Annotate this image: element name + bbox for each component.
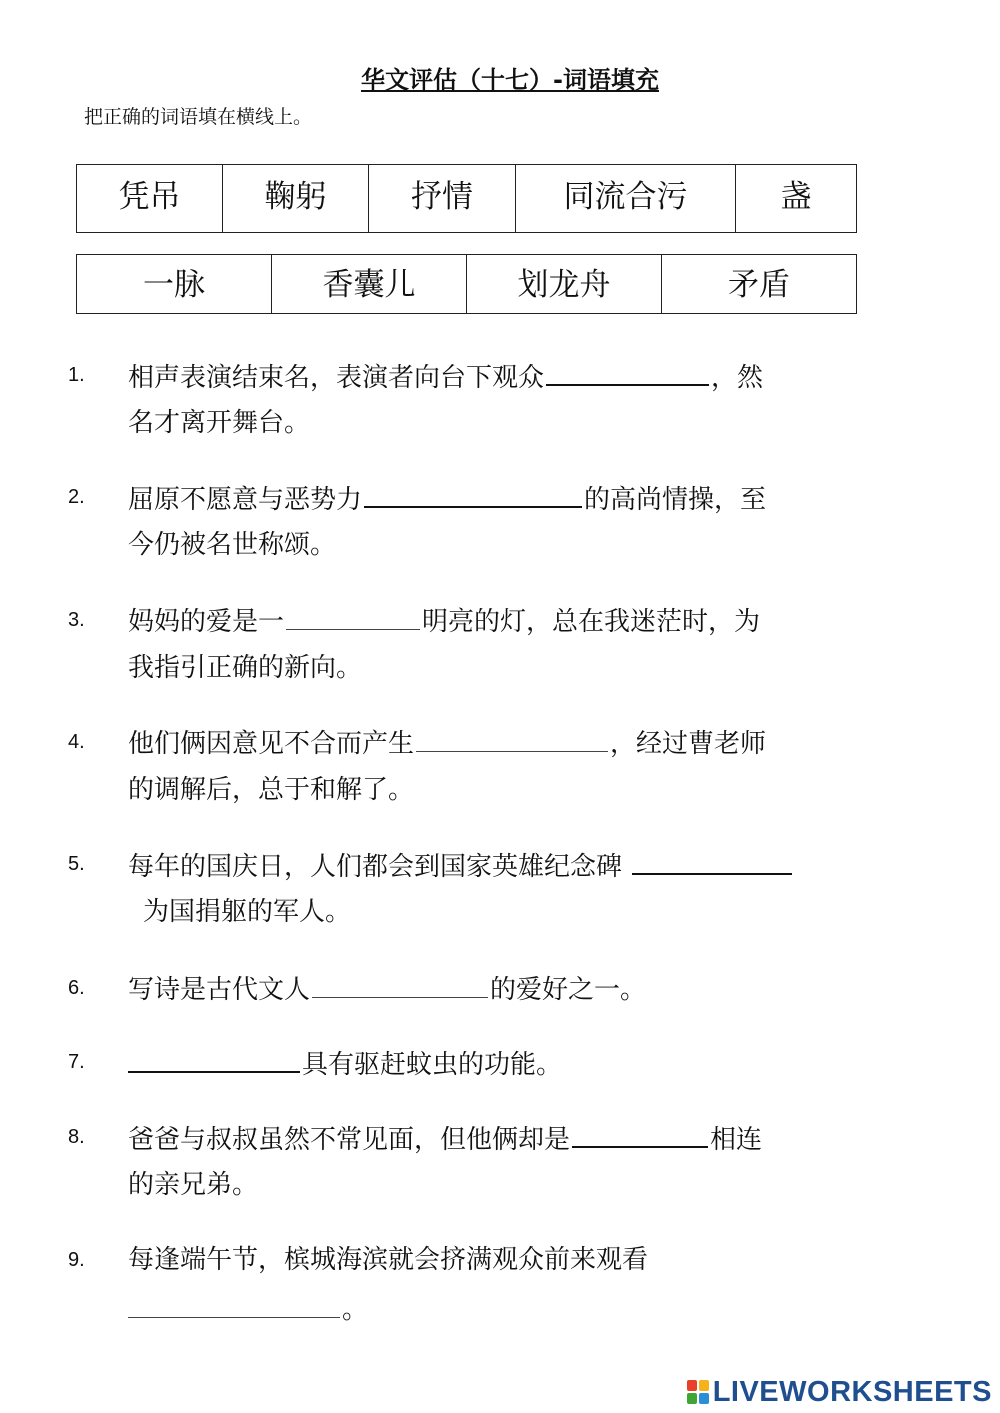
question-text: 每年的国庆日，人们都会到国家英雄纪念碑 (128, 852, 623, 882)
answer-blank[interactable] (416, 725, 608, 752)
answer-blank[interactable] (286, 603, 420, 630)
word-bank-row-2 (76, 254, 857, 314)
logo-square-green (687, 1393, 697, 1404)
answer-blank[interactable] (128, 1291, 340, 1318)
word-bank-item: 一脉 (77, 255, 272, 314)
answer-blank[interactable] (632, 847, 792, 875)
question-number: 8. (68, 1126, 85, 1148)
question-number: 7. (68, 1051, 85, 1073)
question-text: 我指引正确的新向。 (128, 653, 363, 683)
question-number: 4. (68, 731, 85, 753)
answer-blank[interactable] (364, 480, 582, 508)
question-number: 6. (68, 977, 85, 999)
answer-blank[interactable] (572, 1120, 708, 1148)
question-text: 明亮的灯，总在我迷茫时，为 (422, 607, 761, 637)
word-bank-row-1 (76, 164, 857, 233)
question-text: 每逢端午节，槟城海滨就会挤满观众前来观看 (128, 1245, 649, 1275)
question-number: 1. (68, 364, 85, 386)
question-text: 他们俩因意见不合而产生 (128, 729, 415, 759)
question-text: 相声表演结束名，表演者向台下观众 (128, 363, 545, 393)
page-title: 华文评估（十七）-词语填充 (361, 66, 659, 94)
liveworksheets-logo (687, 1377, 992, 1407)
question-text: ，然 (711, 363, 764, 393)
logo-square-red (687, 1380, 697, 1391)
question-text: 。 (342, 1295, 369, 1325)
word-bank-item: 凭吊 (77, 165, 223, 233)
answer-blank[interactable] (546, 358, 709, 386)
question-text: 具有驱赶蚊虫的功能。 (302, 1050, 563, 1080)
answer-blank[interactable] (128, 1045, 300, 1073)
brand-name: LIVEWORKSHEETS (712, 1375, 992, 1408)
question-text: 的爱好之一。 (490, 975, 647, 1005)
word-bank-item: 同流合污 (516, 165, 736, 233)
question-text: 名才离开舞台。 (128, 408, 311, 438)
word-bank-item: 矛盾 (662, 255, 857, 314)
question-text: ，经过曹老师 (610, 729, 767, 759)
question-text: 的亲兄弟。 (128, 1170, 259, 1200)
instruction-text: 把正确的词语填在横线上。 (84, 106, 313, 128)
question-number: 2. (68, 486, 85, 508)
word-bank-item: 抒情 (369, 165, 516, 233)
liveworksheets-logo-icon (687, 1380, 709, 1404)
logo-square-blue (699, 1393, 709, 1404)
question-text: 爸爸与叔叔虽然不常见面，但他俩却是 (128, 1125, 571, 1155)
logo-square-yellow (699, 1380, 709, 1391)
word-bank-item: 盏 (736, 165, 857, 233)
question-text: 相连 (710, 1125, 763, 1155)
word-bank-item: 鞠躬 (223, 165, 369, 233)
question-text: 写诗是古代文人 (128, 975, 311, 1005)
question-number: 3. (68, 609, 85, 631)
question-number: 5. (68, 853, 85, 875)
question-text: 今仍被名世称颂。 (128, 530, 337, 560)
question-number: 9. (68, 1249, 85, 1271)
question-text: 屈原不愿意与恶势力 (128, 485, 363, 515)
question-text: 的调解后，总于和解了。 (128, 775, 415, 805)
question-text: 的高尚情操，至 (584, 485, 767, 515)
question-text: 为国捐躯的军人。 (143, 897, 352, 927)
word-bank-item: 香囊儿 (272, 255, 467, 314)
answer-blank[interactable] (312, 971, 488, 998)
question-text: 妈妈的爱是一 (128, 607, 285, 637)
word-bank-item: 划龙舟 (467, 255, 662, 314)
